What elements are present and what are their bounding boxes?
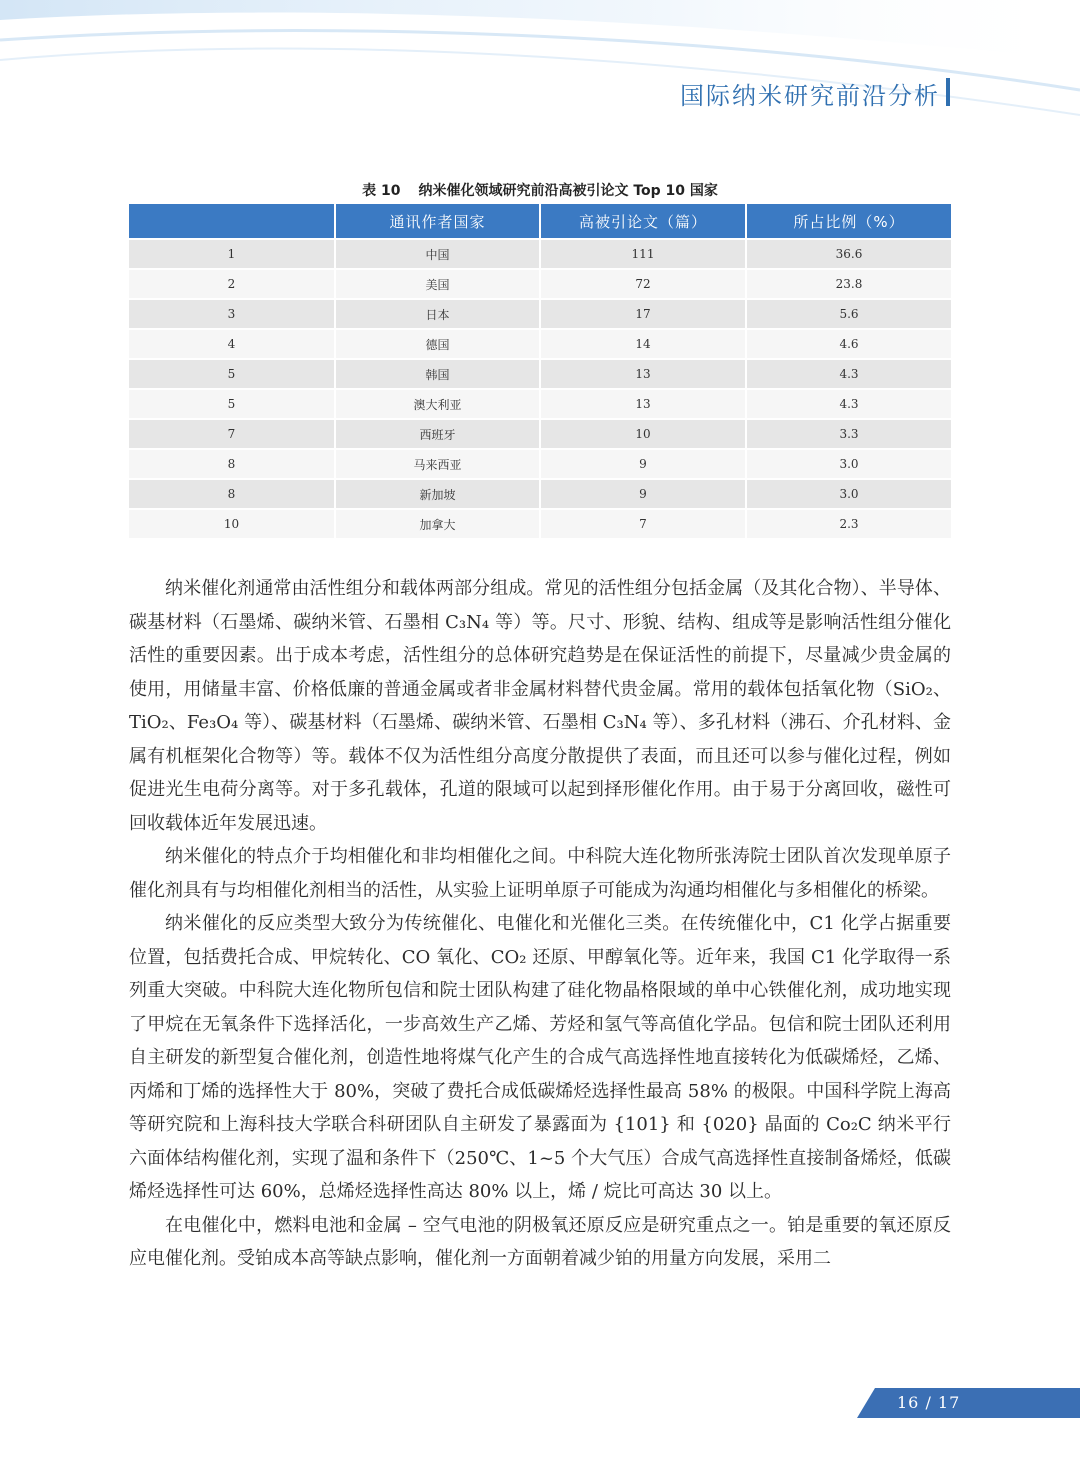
header-title: 国际纳米研究前沿分析: [680, 82, 940, 110]
cell-share: 4.3: [746, 359, 951, 389]
paragraph: 在电催化中，燃料电池和金属 – 空气电池的阴极氧还原反应是研究重点之一。铂是重要的氧还原反应电催化剂。受铂成本高等缺点影响，催化剂一方面朝着减少铂的用量方向发展，采用二: [129, 1214, 951, 1269]
cell-papers: 7: [540, 509, 746, 538]
cell-country: 新加坡: [335, 479, 540, 509]
table-row: [129, 389, 951, 419]
data-table: [129, 204, 951, 538]
cell-papers: 17: [540, 299, 746, 329]
table-row: [129, 419, 951, 449]
cell-papers: 14: [540, 329, 746, 359]
page-number: 16 / 17: [897, 1393, 961, 1412]
cell-rank: 1: [129, 239, 335, 269]
table-row: [129, 239, 951, 269]
cell-country: 中国: [335, 239, 540, 269]
table-number: 表 10: [362, 183, 401, 199]
cell-country: 加拿大: [335, 509, 540, 538]
table-title: 纳米催化领域研究前沿高被引论文 Top 10 国家: [418, 183, 718, 199]
cell-share: 2.3: [746, 509, 951, 538]
cell-papers: 9: [540, 479, 746, 509]
cell-country: 马来西亚: [335, 449, 540, 479]
cell-papers: 13: [540, 359, 746, 389]
cell-share: 3.0: [746, 479, 951, 509]
cell-country: 韩国: [335, 359, 540, 389]
cell-share: 5.6: [746, 299, 951, 329]
cell-rank: 5: [129, 389, 335, 419]
cell-rank: 3: [129, 299, 335, 329]
cell-rank: 5: [129, 359, 335, 389]
footer-page-tab: [875, 1388, 1080, 1418]
paragraph: 纳米催化的特点介于均相催化和非均相催化之间。中科院大连化物所张涛院士团队首次发现单原子催化剂具有与均相催化剂相当的活性，从实验上证明单原子可能成为沟通均相催化与多相催化的桥梁。: [129, 846, 951, 901]
table-row: [129, 509, 951, 538]
table-row: [129, 299, 951, 329]
table-row: [129, 479, 951, 509]
cell-country: 澳大利亚: [335, 389, 540, 419]
paragraph: 纳米催化剂通常由活性组分和载体两部分组成。常见的活性组分包括金属（及其化合物）、半导体、碳基材料（石墨烯、碳纳米管、石墨相 C₃N₄ 等）等。尺寸、形貌、结构、组成等是影响活性组分催化活性的重要因素。出于成本考虑，活性组分的总体研究趋势是在保证活性的前提下，尽量减少贵金属的使用，用储量丰富、价格低廉的普通金属或者非金属材料替代贵金属。常用的载体包括氧化物（SiO₂、TiO₂、Fe₃O₄ 等）、碳基材料（石墨烯、碳纳米管、石墨相 C₃N₄ 等）、多孔材料（沸石、介孔材料、金属有机框架化合物等）等。载体不仅为活性组分高度分散提供了表面，而且还可以参与催化过程，例如促进光生电荷分离等。对于多孔载体，孔道的限域可以起到择形催化作用。由于易于分离回收，磁性可回收载体近年发展迅速。: [129, 578, 951, 834]
cell-rank: 8: [129, 449, 335, 479]
cell-share: 36.6: [746, 239, 951, 269]
cell-rank: 8: [129, 479, 335, 509]
cell-papers: 9: [540, 449, 746, 479]
cell-rank: 7: [129, 419, 335, 449]
table-row: [129, 269, 951, 299]
cell-share: 23.8: [746, 269, 951, 299]
column-header-share: 所占比例（%）: [746, 204, 951, 239]
cell-papers: 72: [540, 269, 746, 299]
column-header-papers: 高被引论文（篇）: [540, 204, 746, 239]
column-header-rank: [129, 204, 335, 239]
cell-share: 4.3: [746, 389, 951, 419]
cell-papers: 10: [540, 419, 746, 449]
cell-rank: 10: [129, 509, 335, 538]
cell-share: 3.0: [746, 449, 951, 479]
cell-country: 西班牙: [335, 419, 540, 449]
table-row: [129, 359, 951, 389]
cell-country: 日本: [335, 299, 540, 329]
table-header-row: [129, 204, 951, 239]
table-row: [129, 329, 951, 359]
cell-papers: 13: [540, 389, 746, 419]
header-bar: [946, 78, 950, 106]
body-text: [129, 572, 951, 1276]
cell-country: 美国: [335, 269, 540, 299]
cell-rank: 4: [129, 329, 335, 359]
table-caption: [129, 180, 951, 200]
cell-papers: 111: [540, 239, 746, 269]
cell-share: 3.3: [746, 419, 951, 449]
column-header-country: 通讯作者国家: [335, 204, 540, 239]
table-row: [129, 449, 951, 479]
cell-share: 4.6: [746, 329, 951, 359]
cell-rank: 2: [129, 269, 335, 299]
paragraph: 纳米催化的反应类型大致分为传统催化、电催化和光催化三类。在传统催化中，C1 化学占据重要位置，包括费托合成、甲烷转化、CO 氧化、CO₂ 还原、甲醇氧化等。近年来，我国 C1 化学取得一系列重大突破。中科院大连化物所包信和院士团队构建了硅化物晶格限域的单中心铁催化剂，成功地实现了甲烷在无氧条件下选择活化，一步高效生产乙烯、芳烃和氢气等高值化学品。包信和院士团队还利用自主研发的新型复合催化剂，创造性地将煤气化产生的合成气高选择性地直接转化为低碳烯烃，乙烯、丙烯和丁烯的选择性大于 80%，突破了费托合成低碳烯烃选择性最高 58% 的极限。中国科学院上海高等研究院和上海科技大学联合科研团队自主研发了暴露面为 {101} 和 {020} 晶面的 Co₂C 纳米平行六面体结构催化剂，实现了温和条件下（250℃、1~5 个大气压）合成气高选择性直接制备烯烃，低碳烯烃选择性可达 60%，总烯烃选择性高达 80% 以上，烯 / 烷比可高达 30 以上。: [129, 913, 951, 1202]
cell-country: 德国: [335, 329, 540, 359]
